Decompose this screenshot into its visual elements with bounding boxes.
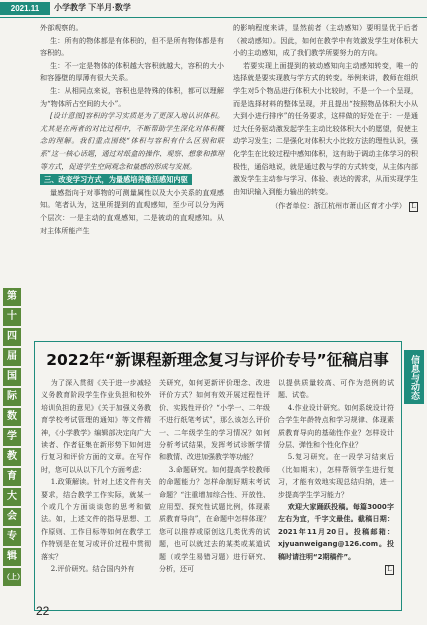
- paragraph: 量感指向于对事物的可测量属性以及大小关系的直观感知。笔者认为，这里所提到的直观感知，至少可以分为两个层次：一是主动的直观感知，二是被动的直观感知。从对主体所能产生: [40, 187, 224, 235]
- side-tab-char: 四: [3, 328, 21, 346]
- paragraph: 生：从相同点来说，容积也是特殊的体积，都可以理解为“物体所占空间的大小”。: [40, 85, 224, 108]
- paragraph: 生：不一定是物体的体积越大容积就越大，容积的大小和容器壁的厚薄有很大关系。: [40, 60, 224, 83]
- header-rule: [0, 17, 427, 18]
- paragraph: 为了深入贯彻《关于进一步减轻义务教育阶段学生作业负担和校外培训负担的意见》《关于加强义务教育学校考试管理的通知》等文件精神，《小学教学》编辑部决定向广大读者、作者征集在新形势下如何进行复习和评价方面的文章。在写作时，您可以从以下几个方面考虑：: [41, 379, 151, 474]
- paragraph: 3.命题研究。如何提高学校教师的命题能力？怎样命制好期末考试命题？“注重增加综合性、开放性、应用型、探究性试题比例，体现素质教育导向”，在命题中怎样体现？您可以推荐或原创这几类优秀的试题，也可以就过去的某类或某道试题（或学生易错习题）进行研究、分析，还可: [159, 465, 270, 574]
- end-mark-icon: L: [385, 565, 394, 575]
- submission-info: 欢迎大家踊跃投稿。每篇3000字左右为宜，千字文最佳。截稿日期：2021年11月20日。投稿邮箱：xjyuanweigang@126.com。投稿时请注明“2期稿件”。: [278, 503, 394, 561]
- side-tab-char: 教: [3, 448, 21, 466]
- end-mark-icon: L: [409, 202, 418, 212]
- call-column-2: [159, 377, 270, 576]
- paragraph: 2.评价研究。结合国内外有: [50, 565, 135, 574]
- paragraph: 的影响程度来讲，显然前者（主动感知）要明显优于后者（被动感知）。因此，如何在教学中有效激发学生对体积大小的主动感知，成了我们教学所要努力的方向。: [233, 23, 418, 58]
- author-text: （作者单位：浙江杭州市萧山区育才小学）: [271, 201, 406, 211]
- side-tab-char: 大: [3, 488, 21, 506]
- page-number: 22: [36, 604, 50, 618]
- side-tab-char: 际: [3, 388, 21, 406]
- journal-title: 小学教学 下半月·数学: [54, 3, 131, 12]
- side-tab-char: 十: [3, 308, 21, 326]
- side-tab-char: 会: [3, 508, 21, 526]
- side-tab-char: 国: [3, 368, 21, 386]
- paragraph: 5.复习研究。在一段学习结束后（比如期末），怎样帮领学生进行复习，才能有效地实现总结归纳，进一步提高学生学习能力？: [278, 453, 394, 499]
- call-column-1: [41, 377, 151, 576]
- paragraph: 关研究，如何更新评价理念、改进评价方式？如何有效开展过程性评价、实践性评价？“小学一、二年级不进行纸笔考试”，那么该怎么评价一、二年级学生的学习情况？如何分析考试结果，发挥考试诊断学情和教情、改进加强教学等功能？: [159, 379, 270, 462]
- paragraph: 4.作业设计研究。如何系统设计符合学生年龄特点和学习规律、体现素质教育导向的基础性作业？怎样设计分层、弹性和个性化作业？: [278, 403, 394, 450]
- side-tab-char: 辑: [3, 548, 21, 566]
- side-tab-char: 育: [3, 468, 21, 486]
- author-affiliation: [233, 200, 418, 213]
- section-heading: 三、改变学习方式，为量感培养激活感知内驱: [40, 174, 192, 185]
- paragraph: 若要实现上面提到的被动感知向主动感知转变，唯一的选择就是要实现教与学方式的转变。举例来讲，教师在组织学生对5个物品进行体积大小比较时，不是一个一个呈现，而是选择材料的整体呈现，并且提出“按照物品体积大小从大到小进行排序”的任务要求，这样做的好处在于：一是通过大任务驱动激发起学生主动比较体积大小的愿望，促使主动学习发生；二是强化对体积大小比较方法的理性认识，强化学生在比较过程中感知体积，这有助于调动主体学习的积极性，通俗地说，就是通过教与学的方式转变，从主体内部激发学生主动参与学习、体验、表达的需求，从而实现学生由知识输入到能力输出的转变。: [233, 60, 418, 196]
- side-tab-char: 第: [3, 288, 21, 306]
- article-column-2: [233, 22, 418, 213]
- side-tab-char: 届: [3, 348, 21, 366]
- call-column-3: [278, 377, 394, 576]
- info-news-tag: 信息与动态: [404, 350, 424, 404]
- side-tab-char: （上）: [3, 568, 21, 586]
- issue-date-badge: 2021.11: [0, 2, 50, 15]
- paragraph: 生：所有的物体都是有体积的，但不是所有物体都是有容积的。: [40, 35, 224, 58]
- call-for-papers-title: 2022年“新课程新理念复习与评价专号”征稿启事: [46, 351, 389, 369]
- paragraph: 外部观察的。: [40, 23, 83, 32]
- side-tab-char: 数: [3, 408, 21, 426]
- special-issue-side-tab: [3, 288, 25, 588]
- side-tab-char: 专: [3, 528, 21, 546]
- design-intent: [设计意图]容积的学习实质是为了更深入地认识体积。尤其是在两者的对比过程中，不断帮助学生深化对体积概念的理解。我们重点围绕“体积与容积有什么区别和联系”这一核心话题，通过对纸盒的操作、观察、想象和推理等方式，促进学生空间观念和量感的形成与发展。: [40, 111, 224, 171]
- paragraph: 以提供质量较高、可作为范例的试题、试卷。: [278, 379, 394, 400]
- side-tab-char: 学: [3, 428, 21, 446]
- paragraph: 1.政策解读。针对上述文件有关要求，结合教学工作实际，就某一个或几个方面谈谈您的思考和做法。如，上述文件的指导思想、工作原则、工作目标等如何在教学工作特别是在复习或评价过程中贯彻落实？: [41, 478, 151, 561]
- article-column-1: [40, 22, 224, 237]
